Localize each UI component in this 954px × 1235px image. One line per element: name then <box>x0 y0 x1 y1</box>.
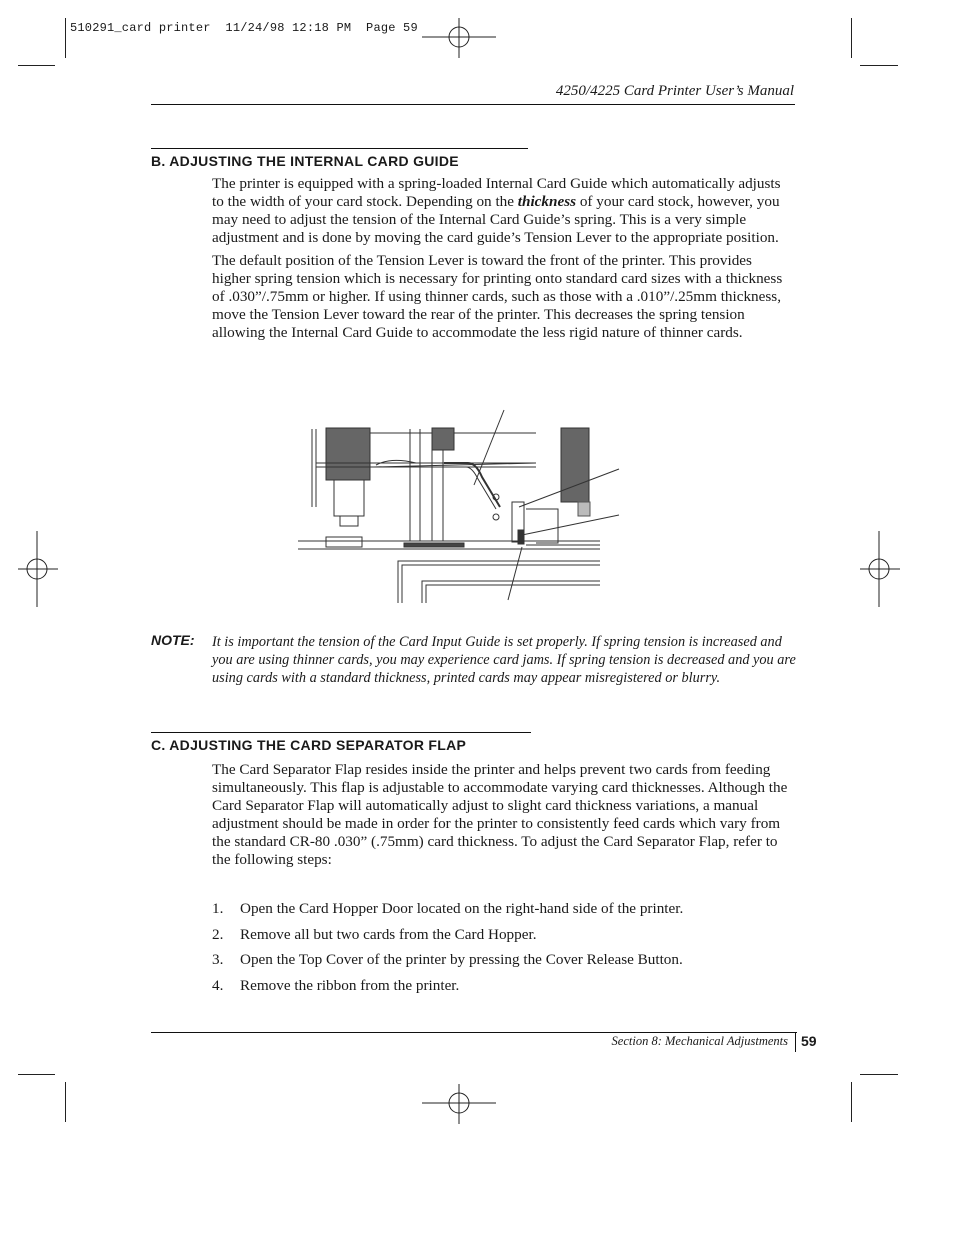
registration-mark-left <box>18 531 60 609</box>
manual-title-header: 4250/4225 Card Printer User’s Manual <box>555 83 794 99</box>
footer-section-label: Section 8: Mechanical Adjustments <box>611 1034 788 1048</box>
print-slug-line: 510291_card printer 11/24/98 12:18 PM Page 59 <box>70 21 418 35</box>
footer-rule <box>151 1032 797 1033</box>
section-b-paragraph-1: The printer is equipped with a spring-loaded Internal Card Guide which automatically adjusts to the width of your card stock. Depending on the thickness of your card stock, however, you may need to adjust the tension of the Internal Card Guide’s spring. This is a very simple adjustment and is done by moving the card guide’s Tension Lever to the appropriate position. <box>212 175 781 246</box>
list-item: 4. Remove the ribbon from the printer. <box>212 976 460 994</box>
section-c-rule <box>151 732 531 733</box>
list-item: 2. Remove all but two cards from the Card Hopper. <box>212 925 537 943</box>
registration-mark-top <box>420 18 498 60</box>
section-b-body <box>212 175 794 347</box>
page-number: 59 <box>801 1033 817 1049</box>
registration-mark-right <box>860 531 902 609</box>
note-text: It is important the tension of the Card Input Guide is set properly. If spring tension is increased and you are using thinner cards, you may experience card jams. If spring tension is decreased and you are using cards with a standard thickness, printed cards may appear misregistered or blurry. <box>212 634 796 686</box>
section-c-body <box>212 761 794 874</box>
registration-mark-bottom <box>420 1084 498 1126</box>
adjustment-steps-list <box>212 900 794 1002</box>
footer-divider <box>795 1032 796 1052</box>
section-b-paragraph-2: The default position of the Tension Lever is toward the front of the printer. This provides higher spring tension which is necessary for printing onto standard card sizes with a thickness of .030”/.75mm or higher. If using thinner cards, such as those with a .010”/.25mm thickness, move the Tension Lever toward the rear of the printer. This decreases the spring tension allowing the Internal Card Guide to accommodate the less rigid nature of thinner cards. <box>212 252 783 341</box>
section-b-heading: B. ADJUSTING THE INTERNAL CARD GUIDE <box>151 153 459 169</box>
section-b-rule <box>151 148 528 149</box>
section-c-heading: C. ADJUSTING THE CARD SEPARATOR FLAP <box>151 737 467 753</box>
list-item: 3. Open the Top Cover of the printer by pressing the Cover Release Button. <box>212 951 683 968</box>
thickness-emphasis: thickness <box>517 193 577 210</box>
section-c-paragraph-1: The Card Separator Flap resides inside the printer and helps prevent two cards from feeding simultaneously. This flap is adjustable to accommodate varying card thicknesses. Although the Card Separator Flap will automatically adjust to slight card thickness variations, a manual adjustment should be made in order for the printer to consistently feed cards which vary from the standard CR-80 .030” (.75mm) card thickness. To adjust the Card Separator Flap, refer to the following steps: <box>212 761 788 868</box>
header-rule <box>151 104 795 105</box>
list-item: 1. Open the Card Hopper Door located on the right-hand side of the printer. <box>212 900 684 917</box>
note-label: NOTE: <box>151 632 195 648</box>
card-guide-diagram <box>296 407 626 603</box>
